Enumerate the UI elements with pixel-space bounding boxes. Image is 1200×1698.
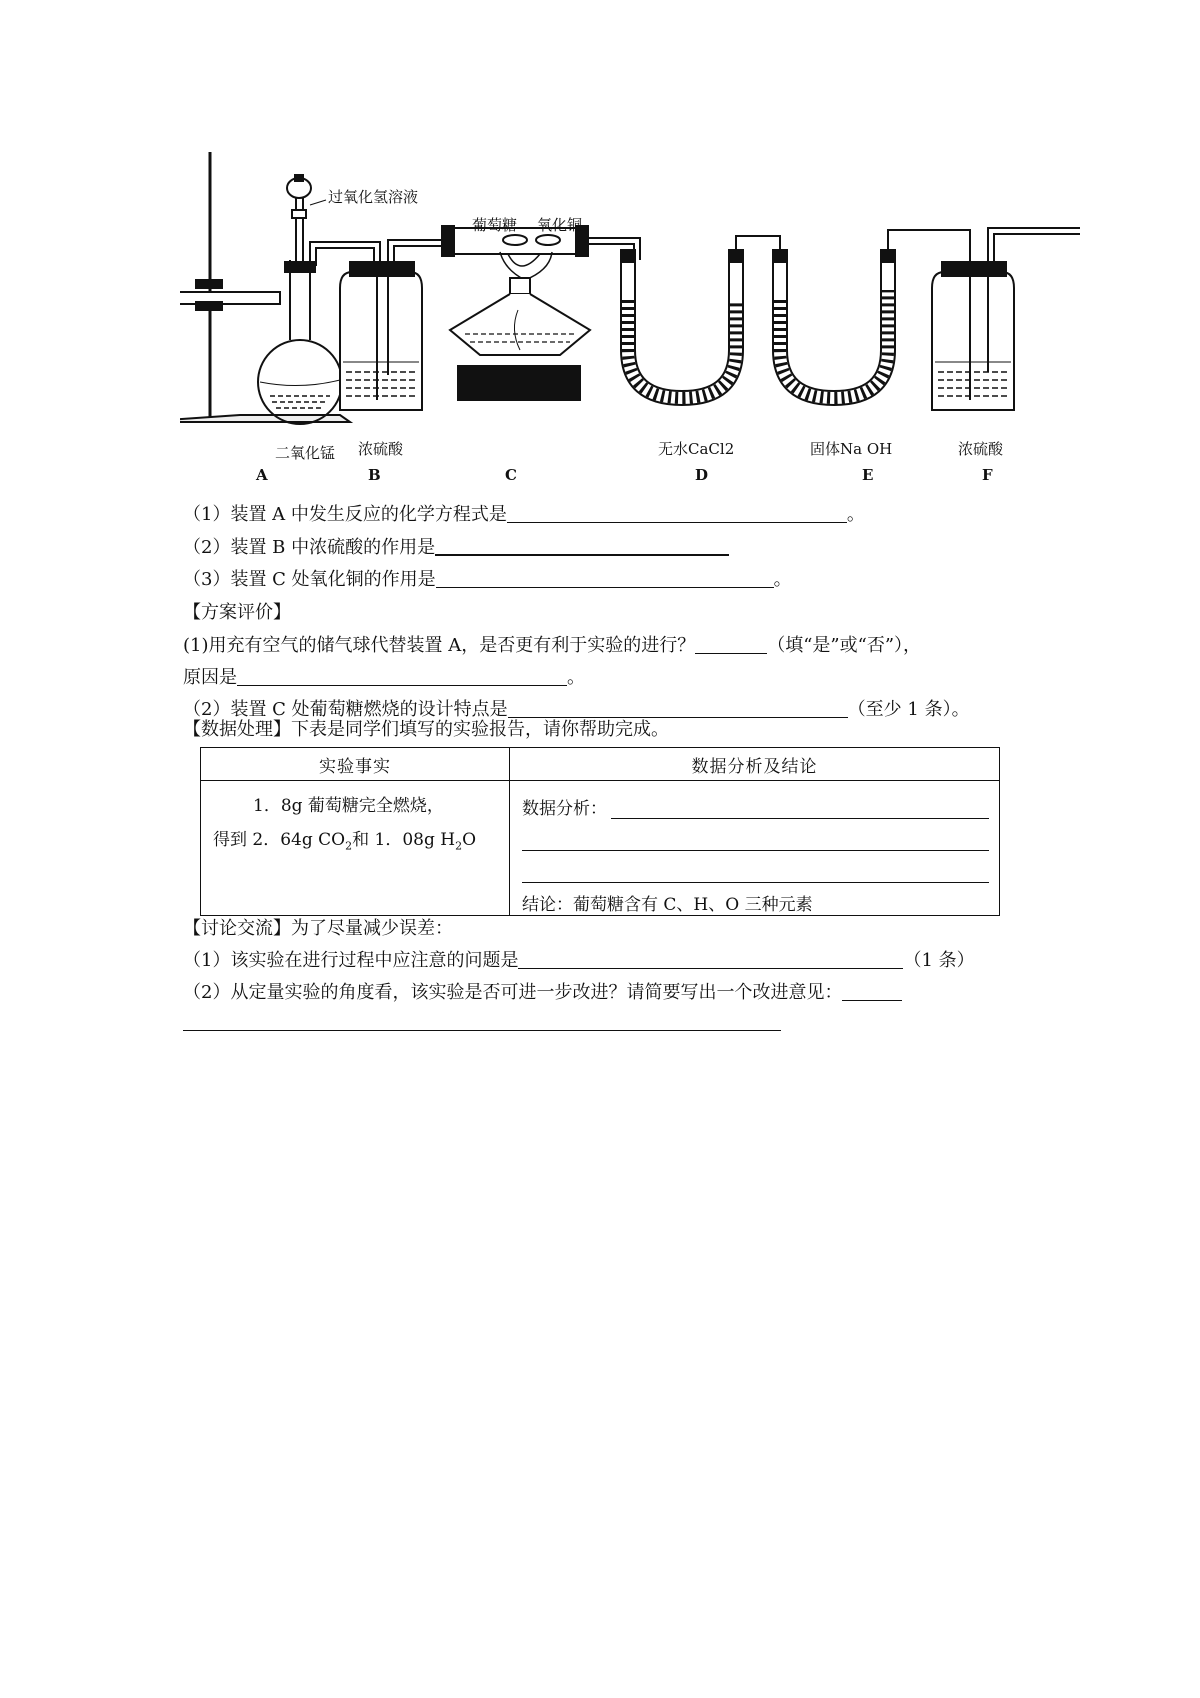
evaluation-1-reason-text: 原因是 xyxy=(183,667,237,688)
table-header-analysis: 数据分析及结论 xyxy=(510,748,1000,781)
analysis-line-2 xyxy=(522,819,989,851)
analysis-blank-1[interactable] xyxy=(611,800,989,819)
evaluation-1-reason xyxy=(183,665,585,691)
evaluation-1-reason-end: 。 xyxy=(567,667,585,688)
apparatus-b xyxy=(340,240,450,410)
letter-e: E xyxy=(862,466,874,484)
label-glucose: 葡萄糖 xyxy=(472,216,518,234)
analysis-label: 数据分析： xyxy=(522,799,607,819)
question-2-text: （2）装置 B 中浓硫酸的作用是 xyxy=(183,537,436,558)
analysis-blank-2[interactable] xyxy=(522,832,989,851)
question-3 xyxy=(183,567,792,593)
evaluation-2-text: （2）装置 C 处葡萄糖燃烧的设计特点是 xyxy=(183,699,508,720)
discussion-intro xyxy=(183,916,453,942)
data-processing-intro xyxy=(183,717,669,743)
label-mno2: 二氧化锰 xyxy=(275,444,336,462)
analysis-cell xyxy=(510,781,1000,916)
label-h2so4-f: 浓硫酸 xyxy=(958,440,1004,458)
fact-h2o-o: O xyxy=(462,830,476,850)
section-title-evaluation: 【方案评价】 xyxy=(183,602,291,623)
experiment-report-table xyxy=(200,747,1000,916)
answer-blank-2[interactable] xyxy=(435,536,729,556)
answer-blank-eval-1-reason[interactable] xyxy=(237,667,567,686)
fact-line-2 xyxy=(213,823,503,863)
label-naoh: 固体Na OH xyxy=(810,440,893,458)
fact-h2o: 和 1．08g H xyxy=(352,830,456,850)
answer-blank-disc-2b[interactable] xyxy=(183,1030,781,1031)
question-3-end: 。 xyxy=(773,569,792,590)
section-title-data: 【数据处理】 xyxy=(183,719,291,740)
answer-blank-eval-2[interactable] xyxy=(508,699,848,718)
fact-co2: 得到 2．64g CO xyxy=(213,830,346,850)
letter-d: D xyxy=(695,466,709,484)
analysis-line-1 xyxy=(522,787,989,819)
letter-a: A xyxy=(256,466,268,484)
discussion-1-hint: （1 条） xyxy=(903,950,975,971)
analysis-blank-3[interactable] xyxy=(522,864,989,883)
answer-blank-eval-1[interactable] xyxy=(695,635,767,654)
conclusion-text: 结论：葡萄糖含有 C、H、O 三种元素 xyxy=(522,895,813,915)
apparatus-diagram xyxy=(180,150,1140,490)
question-1-text: （1）装置 A 中发生反应的化学方程式是 xyxy=(183,504,507,525)
table-header-row xyxy=(201,748,1000,781)
letter-c: C xyxy=(505,466,517,484)
apparatus-d xyxy=(621,236,780,398)
answer-blank-3[interactable] xyxy=(436,569,774,588)
co2-subscript: 2 xyxy=(345,839,353,853)
question-3-text: （3）装置 C 处氧化铜的作用是 xyxy=(183,569,436,590)
evaluation-1 xyxy=(183,633,921,659)
h2o-subscript: 2 xyxy=(455,839,463,853)
table-row xyxy=(201,781,1000,916)
letter-b: B xyxy=(368,466,381,484)
evaluation-1-hint: （填“是”或“否”）， xyxy=(767,635,922,656)
question-1-end: 。 xyxy=(846,504,865,525)
answer-blank-1[interactable] xyxy=(507,504,847,523)
section-title-discussion: 【讨论交流】 xyxy=(183,918,291,939)
discussion-2 xyxy=(183,980,902,1006)
discussion-intro-text: 为了尽量减少误差： xyxy=(291,918,453,939)
table-header-facts: 实验事实 xyxy=(201,748,510,781)
label-h2o2: 过氧化氢溶液 xyxy=(328,188,419,206)
apparatus-c xyxy=(442,226,640,400)
label-cuo: 氧化铜 xyxy=(537,216,583,234)
discussion-2-text: （2）从定量实验的角度看，该实验是否可进一步改进？请简要写出一个改进意见： xyxy=(183,982,843,1003)
conclusion-line xyxy=(522,883,989,915)
analysis-line-3 xyxy=(522,851,989,883)
label-h2so4-b: 浓硫酸 xyxy=(358,440,404,458)
answer-blank-disc-1[interactable] xyxy=(518,950,903,969)
letter-f: F xyxy=(982,466,993,484)
discussion-1-text: （1）该实验在进行过程中应注意的问题是 xyxy=(183,950,519,971)
fact-line-1: 1．8g 葡萄糖完全燃烧， xyxy=(253,796,444,816)
answer-blank-disc-2a[interactable] xyxy=(842,982,902,1001)
discussion-1 xyxy=(183,948,975,974)
evaluation-1-text: (1)用充有空气的储气球代替装置 A，是否更有利于实验的进行？ xyxy=(183,635,696,656)
experiment-facts-cell xyxy=(201,781,510,916)
question-2 xyxy=(183,535,729,561)
evaluation-2-hint: （至少 1 条）。 xyxy=(847,699,970,720)
question-1 xyxy=(183,502,865,528)
apparatus-f xyxy=(932,228,1080,410)
label-cacl2: 无水CaCl2 xyxy=(658,440,735,458)
data-intro-text: 下表是同学们填写的实验报告，请你帮助完成。 xyxy=(291,719,669,740)
